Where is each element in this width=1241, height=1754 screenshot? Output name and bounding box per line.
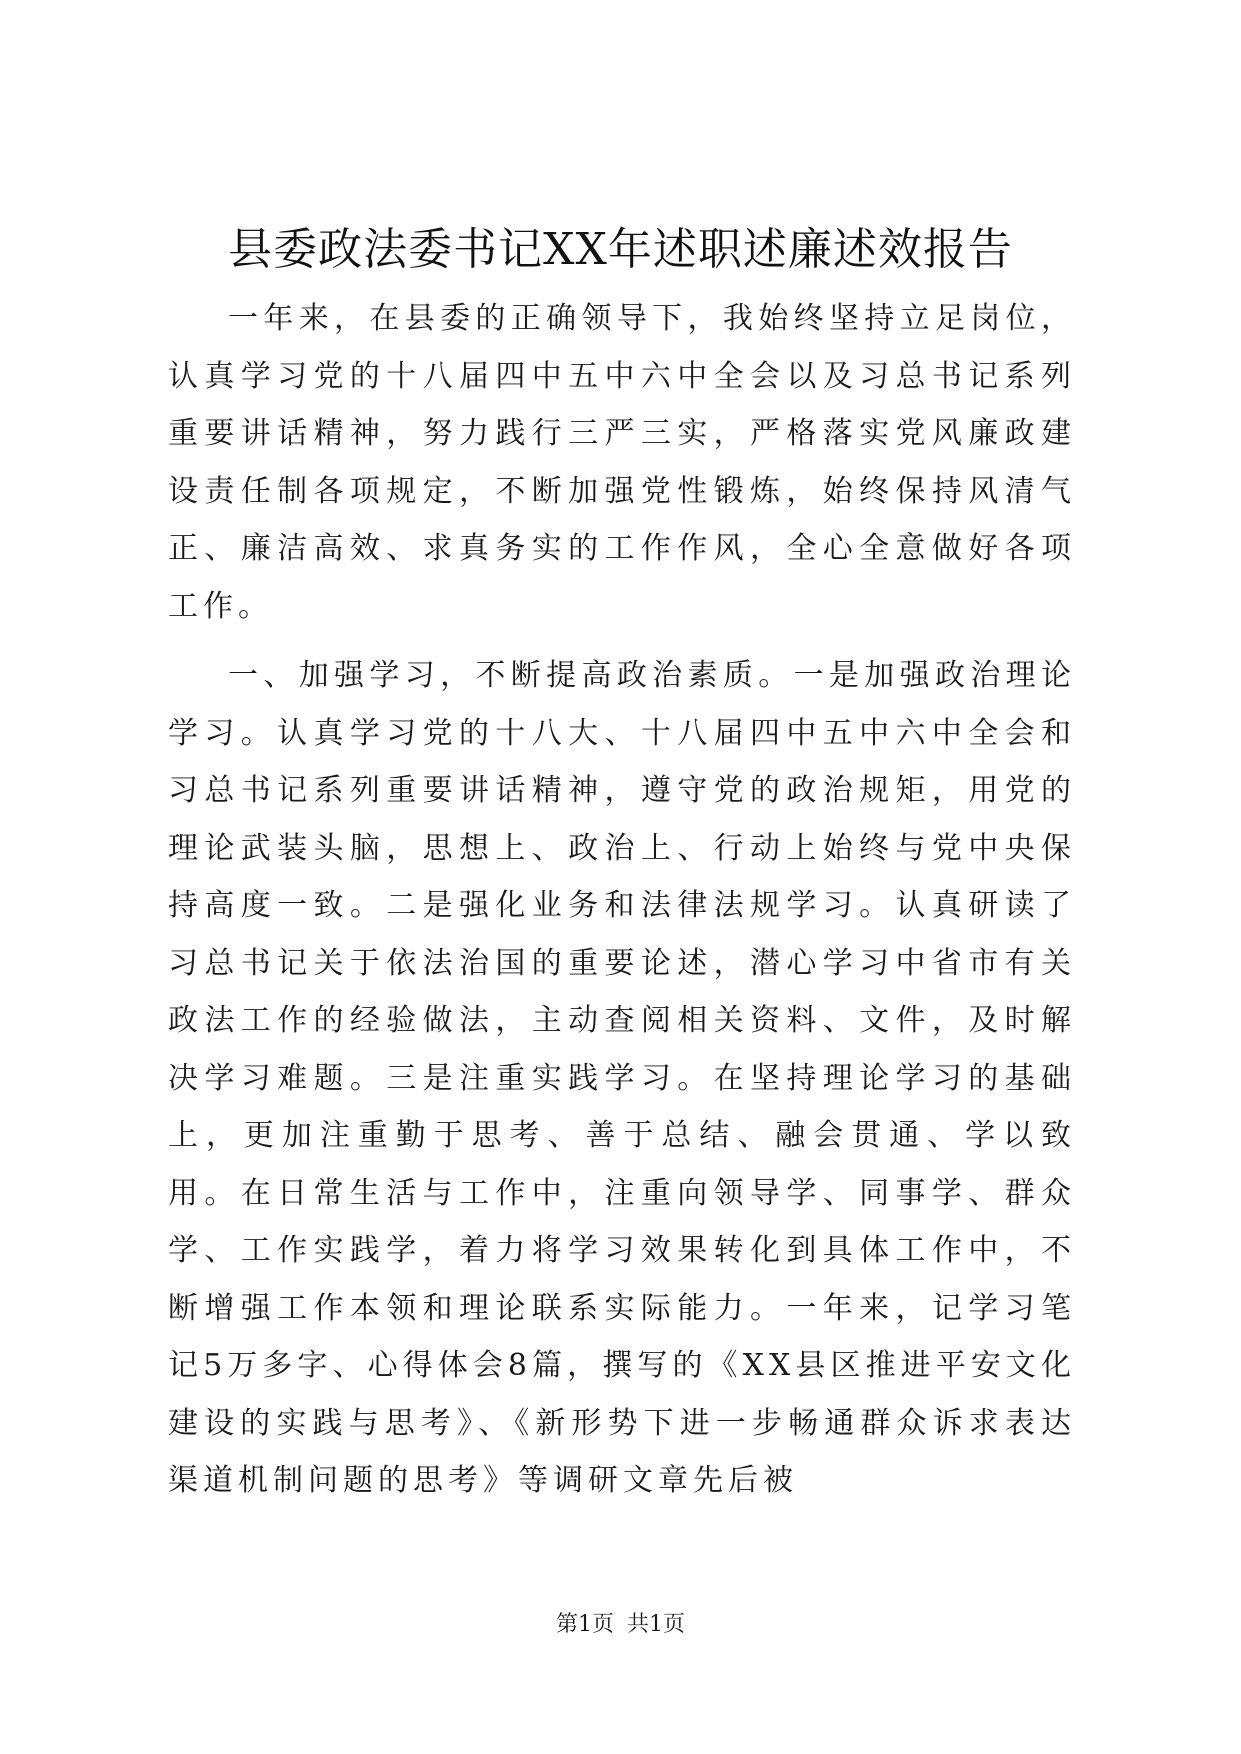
paragraph-intro: 一年来，在县委的正确领导下，我始终坚持立足岗位，认真学习党的十八届四中五中六中全会以及习总书记系列重要讲话精神，努力践行三严三实，严格落实党风廉政建设责任制各项规定，不断加强党性锻炼，始终保持风清气正、廉洁高效、求真务实的工作作风，全心全意做好各项工作。 bbox=[168, 301, 1076, 624]
document-body bbox=[168, 290, 1076, 1510]
page-total: 共1页 bbox=[627, 1612, 685, 1637]
paragraph-study: 一、加强学习，不断提高政治素质。一是加强政治理论学习。认真学习党的十八大、十八届四中五中六中全会和习总书记系列重要讲话精神，遵守党的政治规矩，用党的理论武装头脑，思想上、政治上、行动上始终与党中央保持高度一致。二是强化业务和法律法规学习。认真研读了习总书记关于依法治国的重要论述，潜心学习中省市有关政法工作的经验做法，主动查阅相关资料、文件，及时解决学习难题。三是注重实践学习。在坚持理论学习的基础上，更加注重勤于思考、善于总结、融会贯通、学以致用。在日常生活与工作中，注重向领导学、同事学、群众学、工作实践学，着力将学习效果转化到具体工作中，不断增强工作本领和理论联系实际能力。一年来，记学习笔记5万多字、心得体会8篇，撰写的《XX县区推进平安文化建设的实践与思考》、《新形势下进一步畅通群众诉求表达渠道机制问题的思考》等调研文章先后被 bbox=[168, 658, 1076, 1498]
document-title: 县委政法委书记XX年述职述廉述效报告 bbox=[228, 224, 1013, 275]
page-number: 第1页 bbox=[556, 1612, 614, 1637]
page-footer bbox=[0, 1610, 1241, 1640]
